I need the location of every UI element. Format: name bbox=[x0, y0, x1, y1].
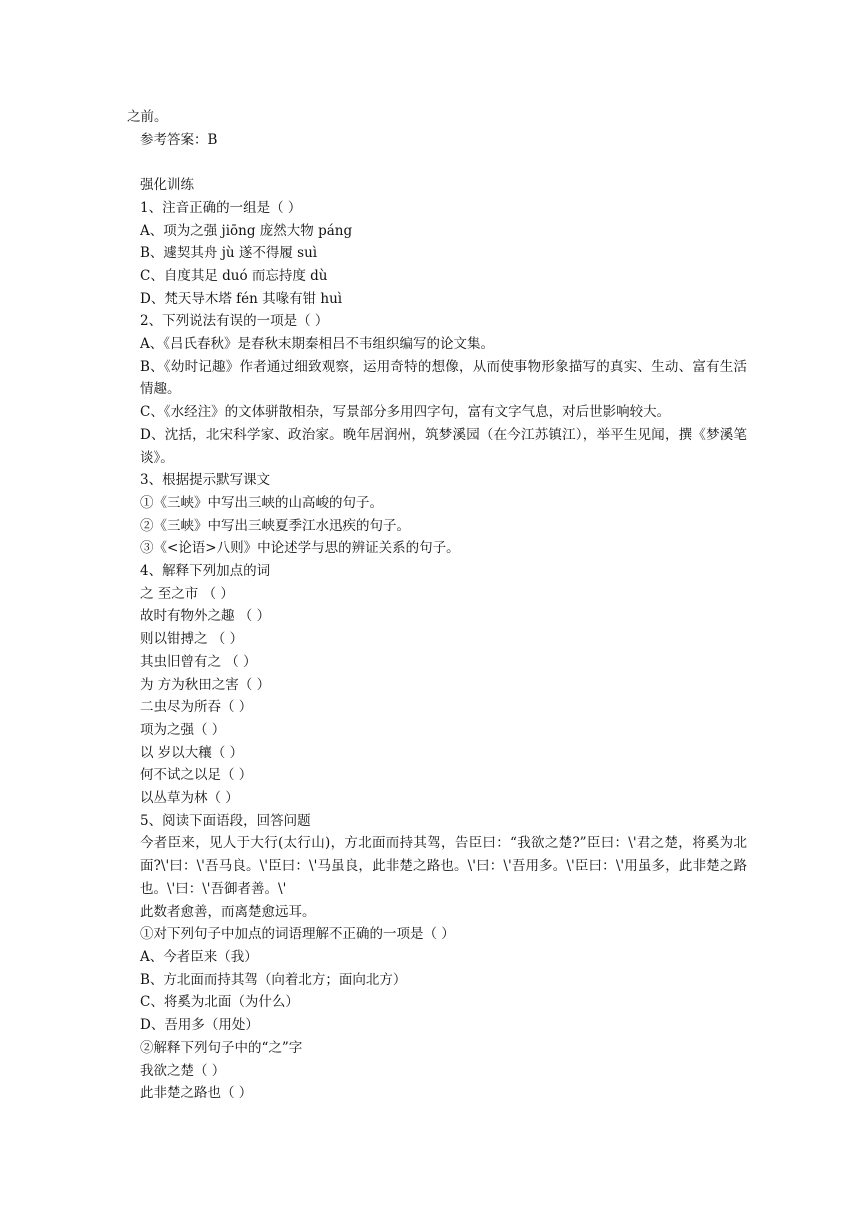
item-line: ①《三峡》中写出三峡的山高峻的句子。 bbox=[140, 494, 383, 511]
passage-line: 此数者愈善，而离楚愈远耳。 bbox=[140, 903, 316, 920]
item-line: 二虫尽为所吞（ ） bbox=[140, 699, 253, 716]
option-line: B、遽契其舟 jù 遂不得履 suì bbox=[140, 245, 318, 262]
sub-question: ②解释下列句子中的“之”字 bbox=[140, 1039, 303, 1056]
item-line: 此非楚之路也（ ） bbox=[140, 1085, 253, 1102]
item-line: 故时有物外之趣 （ ） bbox=[140, 608, 271, 625]
sub-question: ①对下列句子中加点的词语理解不正确的一项是（ ） bbox=[140, 926, 455, 943]
option-line: C、《水经注》的文体骈散相杂，写景部分多用四字句，富有文字气息，对后世影响较大。 bbox=[140, 404, 671, 421]
option-line: B、《幼时记趣》作者通过细致观察，运用奇特的想像，从而使事物形象描写的真实、生动、富有生活情趣。 bbox=[140, 358, 747, 398]
item-line: 为 方为秋田之害（ ） bbox=[140, 676, 271, 693]
option-line: B、方北面而持其驾（向着北方；面向北方） bbox=[140, 971, 407, 988]
item-line: ③《<论语>八则》中论述学与思的辨证关系的句子。 bbox=[140, 540, 460, 557]
item-line: 以 岁以大穰（ ） bbox=[140, 744, 244, 761]
question-3: 3、根据提示默写课文 bbox=[140, 472, 271, 489]
section-heading: 强化训练 bbox=[140, 177, 194, 194]
option-line: D、吾用多（用处） bbox=[140, 1017, 259, 1034]
document-page bbox=[127, 106, 747, 1105]
option-line: A、项为之强 jiōng 庞然大物 páng bbox=[140, 222, 353, 239]
text-line: 之前。 bbox=[127, 109, 168, 125]
option-line: A、今者臣来（我） bbox=[140, 949, 258, 965]
passage-paragraph: 今者臣来，见人于大行(太行山)，方北面而持其驾，告臣曰：“我欲之楚?”臣曰：\'君之楚，将奚为北面?\'曰：\'吾马良。\'臣曰：\'马虽良，此非楚之路也。\'曰：\'吾用多。\'臣曰：\'用虽多，此非楚之路也。\'曰：\'吾御者善。\' bbox=[140, 835, 747, 897]
question-4: 4、解释下列加点的词 bbox=[140, 563, 271, 580]
option-line: D、沈括，北宋科学家、政治家。晚年居润州，筑梦溪园（在今江苏镇江），举平生见闻，撰《梦溪笔谈》。 bbox=[140, 426, 747, 466]
question-1: 1、注音正确的一组是（ ） bbox=[140, 199, 302, 216]
item-line: ②《三峡》中写出三峡夏季江水迅疾的句子。 bbox=[140, 517, 410, 534]
item-line: 以丛草为林（ ） bbox=[140, 790, 239, 807]
item-line: 之 至之市 （ ） bbox=[140, 585, 234, 602]
item-line: 则以钳搏之 （ ） bbox=[140, 631, 244, 648]
item-line: 我欲之楚（ ） bbox=[140, 1062, 226, 1079]
question-2: 2、下列说法有误的一项是（ ） bbox=[140, 313, 329, 330]
answer-line: 参考答案：B bbox=[140, 131, 218, 148]
blank-line bbox=[127, 151, 747, 174]
option-line: D、梵天导木塔 fén 其喙有钳 huì bbox=[140, 290, 343, 307]
item-line: 其虫旧曾有之 （ ） bbox=[140, 653, 257, 670]
option-line: A、《吕氏春秋》是春秋末期秦相吕不韦组织编写的论文集。 bbox=[140, 336, 494, 353]
item-line: 何不试之以足（ ） bbox=[140, 767, 253, 784]
item-line: 项为之强（ ） bbox=[140, 721, 226, 738]
question-5: 5、阅读下面语段，回答问题 bbox=[140, 812, 311, 829]
option-line: C、自度其足 duó 而忘持度 dù bbox=[140, 267, 328, 284]
option-line: C、将奚为北面（为什么） bbox=[140, 994, 299, 1011]
